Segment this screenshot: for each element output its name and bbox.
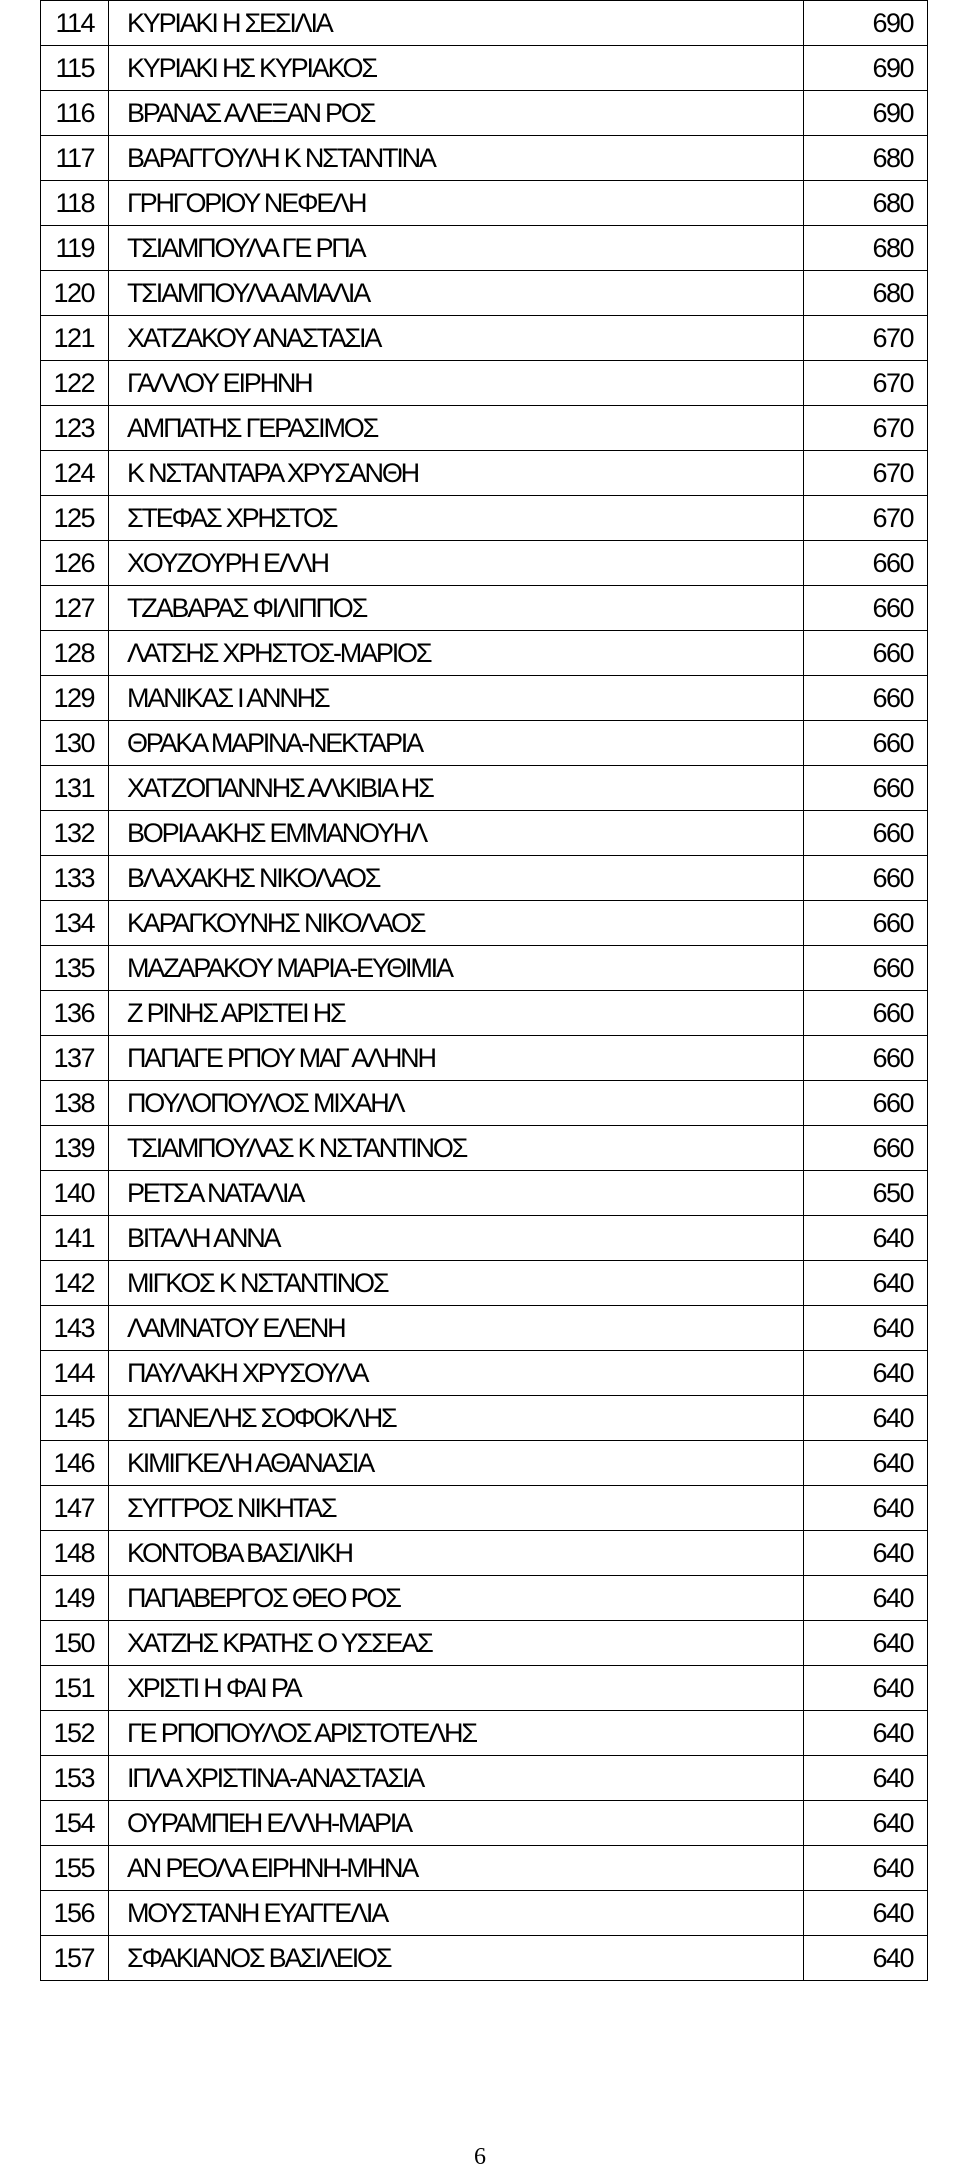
table-row xyxy=(41,1576,928,1621)
row-number: 120 xyxy=(41,271,109,316)
row-number: 125 xyxy=(41,496,109,541)
row-score: 670 xyxy=(804,496,928,541)
row-name: ΚΥΡΙΑΚΙ ΗΣ ΚΥΡΙΑΚΟΣ xyxy=(109,46,804,91)
row-name: ΠΑΥΛΑΚΗ ΧΡΥΣΟΥΛΑ xyxy=(109,1351,804,1396)
row-number: 119 xyxy=(41,226,109,271)
table-row xyxy=(41,856,928,901)
row-score: 640 xyxy=(804,1396,928,1441)
row-name: ΡΕΤΣΑ ΝΑΤΑΛΙΑ xyxy=(109,1171,804,1216)
row-name: ΠΑΠΑΓΕ ΡΠΟΥ ΜΑΓ ΑΛΗΝΗ xyxy=(109,1036,804,1081)
row-number: 157 xyxy=(41,1936,109,1981)
row-name: ΜΑΝΙΚΑΣ Ι ΑΝΝΗΣ xyxy=(109,676,804,721)
table-row xyxy=(41,991,928,1036)
row-score: 640 xyxy=(804,1261,928,1306)
table-row xyxy=(41,676,928,721)
table-row xyxy=(41,1171,928,1216)
table-row xyxy=(41,1711,928,1756)
table-row xyxy=(41,46,928,91)
page-number: 6 xyxy=(474,2144,486,2170)
row-number: 146 xyxy=(41,1441,109,1486)
row-number: 149 xyxy=(41,1576,109,1621)
row-score: 660 xyxy=(804,631,928,676)
row-number: 148 xyxy=(41,1531,109,1576)
row-name: ΧΑΤΖΟΠΑΝΝΗΣ ΑΛΚΙΒΙΑ ΗΣ xyxy=(109,766,804,811)
row-name: ΣΤΕΦΑΣ ΧΡΗΣΤΟΣ xyxy=(109,496,804,541)
row-name: ΛΑΜΝΑΤΟΥ ΕΛΕΝΗ xyxy=(109,1306,804,1351)
row-score: 660 xyxy=(804,901,928,946)
row-number: 114 xyxy=(41,1,109,46)
row-score: 660 xyxy=(804,676,928,721)
table-row xyxy=(41,721,928,766)
row-score: 640 xyxy=(804,1531,928,1576)
row-score: 640 xyxy=(804,1216,928,1261)
table-row xyxy=(41,811,928,856)
row-score: 660 xyxy=(804,1081,928,1126)
row-number: 133 xyxy=(41,856,109,901)
row-score: 640 xyxy=(804,1441,928,1486)
row-score: 640 xyxy=(804,1711,928,1756)
row-score: 670 xyxy=(804,316,928,361)
table-row xyxy=(41,1036,928,1081)
table-row xyxy=(41,1666,928,1711)
row-number: 153 xyxy=(41,1756,109,1801)
row-name: ΚΟΝΤΟΒΑ ΒΑΣΙΛΙΚΗ xyxy=(109,1531,804,1576)
row-score: 660 xyxy=(804,811,928,856)
row-score: 680 xyxy=(804,226,928,271)
row-number: 142 xyxy=(41,1261,109,1306)
row-number: 145 xyxy=(41,1396,109,1441)
row-name: ΤΣΙΑΜΠΟΥΛΑ ΓΕ ΡΠΑ xyxy=(109,226,804,271)
row-name: ΚΙΜΙΓΚΕΛΗ ΑΘΑΝΑΣΙΑ xyxy=(109,1441,804,1486)
row-number: 150 xyxy=(41,1621,109,1666)
row-number: 128 xyxy=(41,631,109,676)
row-name: Ζ ΡΙΝΗΣ ΑΡΙΣΤΕΙ ΗΣ xyxy=(109,991,804,1036)
table-row xyxy=(41,631,928,676)
row-number: 134 xyxy=(41,901,109,946)
row-number: 139 xyxy=(41,1126,109,1171)
table-row xyxy=(41,586,928,631)
row-number: 137 xyxy=(41,1036,109,1081)
table-row xyxy=(41,1846,928,1891)
table-row xyxy=(41,1801,928,1846)
row-name: ΑΝ ΡΕΟΛΑ ΕΙΡΗΝΗ-ΜΗΝΑ xyxy=(109,1846,804,1891)
row-number: 147 xyxy=(41,1486,109,1531)
row-score: 680 xyxy=(804,181,928,226)
row-name: ΣΦΑΚΙΑΝΟΣ ΒΑΣΙΛΕΙΟΣ xyxy=(109,1936,804,1981)
row-name: ΒΡΑΝΑΣ ΑΛΕΞΑΝ ΡΟΣ xyxy=(109,91,804,136)
row-name: ΠΟΥΛΟΠΟΥΛΟΣ ΜΙΧΑΗΛ xyxy=(109,1081,804,1126)
row-score: 660 xyxy=(804,856,928,901)
row-score: 660 xyxy=(804,586,928,631)
row-number: 151 xyxy=(41,1666,109,1711)
row-name: ΒΑΡΑΓΓΟΥΛΗ Κ ΝΣΤΑΝΤΙΝΑ xyxy=(109,136,804,181)
row-name: ΑΜΠΑΤΗΣ ΓΕΡΑΣΙΜΟΣ xyxy=(109,406,804,451)
row-name: ΧΟΥΖΟΥΡΗ ΕΛΛΗ xyxy=(109,541,804,586)
row-name: ΛΑΤΣΗΣ ΧΡΗΣΤΟΣ-ΜΑΡΙΟΣ xyxy=(109,631,804,676)
row-name: ΓΡΗΓΟΡΙΟΥ ΝΕΦΕΛΗ xyxy=(109,181,804,226)
row-name: ΜΙΓΚΟΣ Κ ΝΣΤΑΝΤΙΝΟΣ xyxy=(109,1261,804,1306)
table-row xyxy=(41,1756,928,1801)
table-row xyxy=(41,541,928,586)
row-name: ΒΟΡΙΑ ΑΚΗΣ ΕΜΜΑΝΟΥΗΛ xyxy=(109,811,804,856)
row-score: 660 xyxy=(804,946,928,991)
row-score: 640 xyxy=(804,1621,928,1666)
row-score: 670 xyxy=(804,361,928,406)
row-name: ΚΥΡΙΑΚΙ Η ΣΕΣΙΛΙΑ xyxy=(109,1,804,46)
table-row xyxy=(41,181,928,226)
row-score: 650 xyxy=(804,1171,928,1216)
row-number: 143 xyxy=(41,1306,109,1351)
row-number: 126 xyxy=(41,541,109,586)
table-row xyxy=(41,226,928,271)
table-row xyxy=(41,496,928,541)
row-name: ΚΑΡΑΓΚΟΥΝΗΣ ΝΙΚΟΛΑΟΣ xyxy=(109,901,804,946)
table-row xyxy=(41,1531,928,1576)
row-number: 140 xyxy=(41,1171,109,1216)
row-name: ΤΣΙΑΜΠΟΥΛΑΣ Κ ΝΣΤΑΝΤΙΝΟΣ xyxy=(109,1126,804,1171)
row-number: 123 xyxy=(41,406,109,451)
table-row xyxy=(41,1891,928,1936)
row-score: 640 xyxy=(804,1306,928,1351)
row-score: 680 xyxy=(804,136,928,181)
row-number: 115 xyxy=(41,46,109,91)
row-score: 670 xyxy=(804,451,928,496)
row-number: 156 xyxy=(41,1891,109,1936)
table-row xyxy=(41,316,928,361)
results-table xyxy=(40,0,928,1981)
table-row xyxy=(41,91,928,136)
row-name: ΒΙΤΑΛΗ ΑΝΝΑ xyxy=(109,1216,804,1261)
row-number: 122 xyxy=(41,361,109,406)
row-score: 690 xyxy=(804,91,928,136)
row-score: 640 xyxy=(804,1891,928,1936)
row-number: 144 xyxy=(41,1351,109,1396)
row-score: 680 xyxy=(804,271,928,316)
row-score: 660 xyxy=(804,1036,928,1081)
table-row xyxy=(41,361,928,406)
table-row xyxy=(41,451,928,496)
table-row xyxy=(41,1936,928,1981)
table-row xyxy=(41,1261,928,1306)
row-name: ΧΑΤΖΑΚΟΥ ΑΝΑΣΤΑΣΙΑ xyxy=(109,316,804,361)
row-name: ΧΑΤΖΗΣ ΚΡΑΤΗΣ Ο ΥΣΣΕΑΣ xyxy=(109,1621,804,1666)
table-row xyxy=(41,766,928,811)
row-score: 690 xyxy=(804,1,928,46)
row-name: ΤΖΑΒΑΡΑΣ ΦΙΛΙΠΠΟΣ xyxy=(109,586,804,631)
table-row xyxy=(41,1126,928,1171)
row-name: ΤΣΙΑΜΠΟΥΛΑ ΑΜΑΛΙΑ xyxy=(109,271,804,316)
row-name: ΣΠΑΝΕΛΗΣ ΣΟΦΟΚΛΗΣ xyxy=(109,1396,804,1441)
row-number: 154 xyxy=(41,1801,109,1846)
row-number: 132 xyxy=(41,811,109,856)
table-row xyxy=(41,271,928,316)
row-number: 121 xyxy=(41,316,109,361)
row-name: ΣΥΓΓΡΟΣ ΝΙΚΗΤΑΣ xyxy=(109,1486,804,1531)
table-row xyxy=(41,1306,928,1351)
row-number: 124 xyxy=(41,451,109,496)
row-number: 117 xyxy=(41,136,109,181)
table-row xyxy=(41,1216,928,1261)
row-score: 660 xyxy=(804,1126,928,1171)
row-name: ΟΥΡΑΜΠΕΗ ΕΛΛΗ-ΜΑΡΙΑ xyxy=(109,1801,804,1846)
table-row xyxy=(41,1081,928,1126)
table-row xyxy=(41,136,928,181)
results-table-body xyxy=(41,1,928,1981)
row-number: 131 xyxy=(41,766,109,811)
row-name: ΘΡΑΚΑ ΜΑΡΙΝΑ-ΝΕΚΤΑΡΙΑ xyxy=(109,721,804,766)
row-score: 640 xyxy=(804,1801,928,1846)
row-number: 129 xyxy=(41,676,109,721)
row-score: 660 xyxy=(804,721,928,766)
row-score: 640 xyxy=(804,1936,928,1981)
row-name: ΙΠΛΑ ΧΡΙΣΤΙΝΑ-ΑΝΑΣΤΑΣΙΑ xyxy=(109,1756,804,1801)
row-score: 670 xyxy=(804,406,928,451)
row-number: 130 xyxy=(41,721,109,766)
row-name: ΠΑΠΑΒΕΡΓΟΣ ΘΕΟ ΡΟΣ xyxy=(109,1576,804,1621)
row-name: ΒΛΑΧΑΚΗΣ ΝΙΚΟΛΑΟΣ xyxy=(109,856,804,901)
table-row xyxy=(41,1486,928,1531)
row-score: 660 xyxy=(804,541,928,586)
row-name: ΓΕ ΡΠΟΠΟΥΛΟΣ ΑΡΙΣΤΟΤΕΛΗΣ xyxy=(109,1711,804,1756)
row-score: 640 xyxy=(804,1666,928,1711)
row-score: 640 xyxy=(804,1846,928,1891)
row-number: 141 xyxy=(41,1216,109,1261)
table-row xyxy=(41,1441,928,1486)
row-score: 640 xyxy=(804,1576,928,1621)
row-score: 690 xyxy=(804,46,928,91)
row-number: 136 xyxy=(41,991,109,1036)
row-number: 138 xyxy=(41,1081,109,1126)
table-row xyxy=(41,946,928,991)
row-score: 660 xyxy=(804,991,928,1036)
row-name: ΜΑΖΑΡΑΚΟΥ ΜΑΡΙΑ-ΕΥΘΙΜΙΑ xyxy=(109,946,804,991)
row-name: ΧΡΙΣΤΙ Η ΦΑΙ ΡΑ xyxy=(109,1666,804,1711)
row-score: 640 xyxy=(804,1486,928,1531)
row-number: 155 xyxy=(41,1846,109,1891)
table-row xyxy=(41,1396,928,1441)
table-row xyxy=(41,1351,928,1396)
row-score: 640 xyxy=(804,1351,928,1396)
row-score: 640 xyxy=(804,1756,928,1801)
row-name: ΜΟΥΣΤΑΝΗ ΕΥΑΓΓΕΛΙΑ xyxy=(109,1891,804,1936)
row-number: 152 xyxy=(41,1711,109,1756)
row-name: Κ ΝΣΤΑΝΤΑΡΑ ΧΡΥΣΑΝΘΗ xyxy=(109,451,804,496)
table-row xyxy=(41,406,928,451)
row-number: 135 xyxy=(41,946,109,991)
table-row xyxy=(41,901,928,946)
row-number: 118 xyxy=(41,181,109,226)
table-row xyxy=(41,1,928,46)
row-number: 127 xyxy=(41,586,109,631)
row-number: 116 xyxy=(41,91,109,136)
table-row xyxy=(41,1621,928,1666)
row-score: 660 xyxy=(804,766,928,811)
row-name: ΓΑΛΛΟΥ ΕΙΡΗΝΗ xyxy=(109,361,804,406)
